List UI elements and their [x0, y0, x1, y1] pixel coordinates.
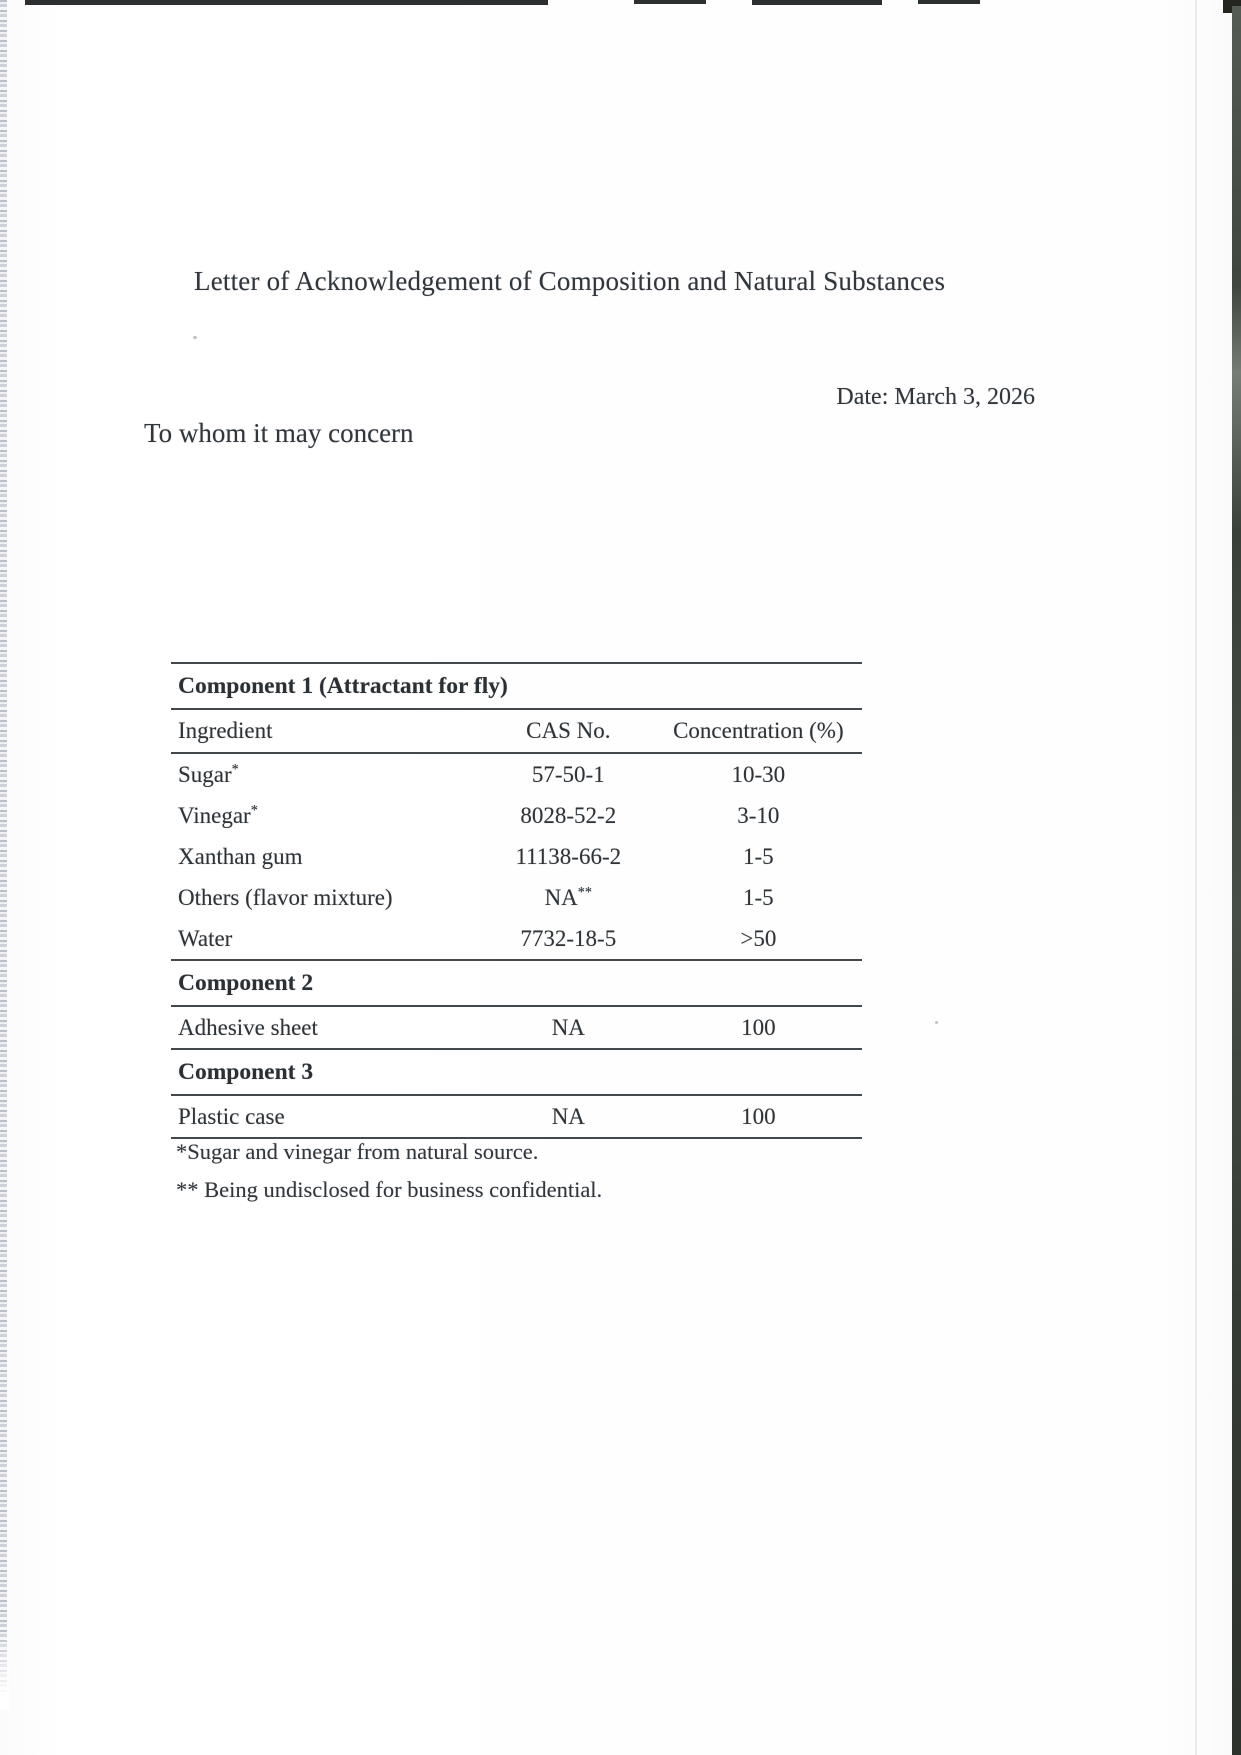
- cas-cell: NA: [551, 1014, 585, 1040]
- column-header: Ingredient: [171, 709, 482, 753]
- concentration-cell: >50: [740, 925, 777, 951]
- table-row: [171, 1006, 862, 1049]
- section-header-row: [171, 960, 862, 1006]
- footnote-natural-source: *Sugar and vinegar from natural source.: [176, 1139, 539, 1164]
- cas-cell: NA**: [544, 883, 593, 910]
- section-title: Component 2: [171, 960, 862, 1006]
- salutation: To whom it may concern: [144, 418, 414, 448]
- ingredient-cell: Plastic case: [171, 1095, 482, 1138]
- footnote-confidential: ** Being undisclosed for business confidential.: [176, 1177, 603, 1202]
- concentration-cell: 10-30: [731, 761, 786, 787]
- cas-cell: 7732-18-5: [520, 925, 617, 951]
- section-title: Component 3: [171, 1049, 862, 1095]
- scan-edge-top-segment: [752, 0, 882, 5]
- column-header-row: [171, 709, 862, 753]
- concentration-cell: 1-5: [743, 843, 774, 869]
- scan-edge-top-segment: [634, 0, 706, 4]
- scan-speck: [935, 1021, 938, 1024]
- table-row: [171, 753, 862, 795]
- document-title: Letter of Acknowledgement of Composition and Natural Substances: [194, 266, 946, 296]
- concentration-cell: 100: [655, 1095, 862, 1138]
- scan-roller-line: [1195, 0, 1197, 1755]
- ingredient-cell: Xanthan gum: [178, 843, 303, 869]
- scan-edge-right: [1232, 6, 1241, 1755]
- composition-table: [171, 662, 862, 1139]
- table-row: [171, 877, 862, 918]
- ingredient-cell: Adhesive sheet: [178, 1014, 318, 1040]
- table-row: [171, 795, 862, 836]
- ingredient-cell: Others (flavor mixture): [178, 884, 393, 910]
- table-row: [171, 836, 862, 877]
- scan-edge-left: [0, 0, 7, 1705]
- scan-edge-left-fade: [0, 1630, 9, 1710]
- cas-cell: NA: [482, 1095, 655, 1138]
- table-row: [171, 1095, 862, 1138]
- ingredient-cell: Sugar*: [178, 760, 239, 787]
- scan-speck: [193, 336, 197, 339]
- section-header-row: [171, 1049, 862, 1095]
- scan-edge-top-segment: [918, 0, 980, 4]
- concentration-cell: 1-5: [743, 884, 774, 910]
- column-header: Concentration (%): [655, 709, 862, 753]
- section-header-row: [171, 663, 862, 709]
- date-line: Date: March 3, 2026: [836, 384, 1035, 410]
- section-title: Component 1 (Attractant for fly): [171, 663, 862, 709]
- composition-table-body: [171, 663, 862, 1138]
- ingredient-cell: Vinegar*: [178, 801, 258, 828]
- concentration-cell: 3-10: [737, 802, 780, 828]
- column-header: CAS No.: [482, 709, 655, 753]
- ingredient-cell: Water: [178, 925, 233, 951]
- cas-cell: 8028-52-2: [520, 802, 617, 828]
- cas-cell: 57-50-1: [531, 761, 605, 787]
- concentration-cell: 100: [741, 1014, 776, 1040]
- cas-cell: 11138-66-2: [515, 843, 622, 869]
- table-row: [171, 918, 862, 960]
- scan-edge-top-segment: [25, 0, 548, 5]
